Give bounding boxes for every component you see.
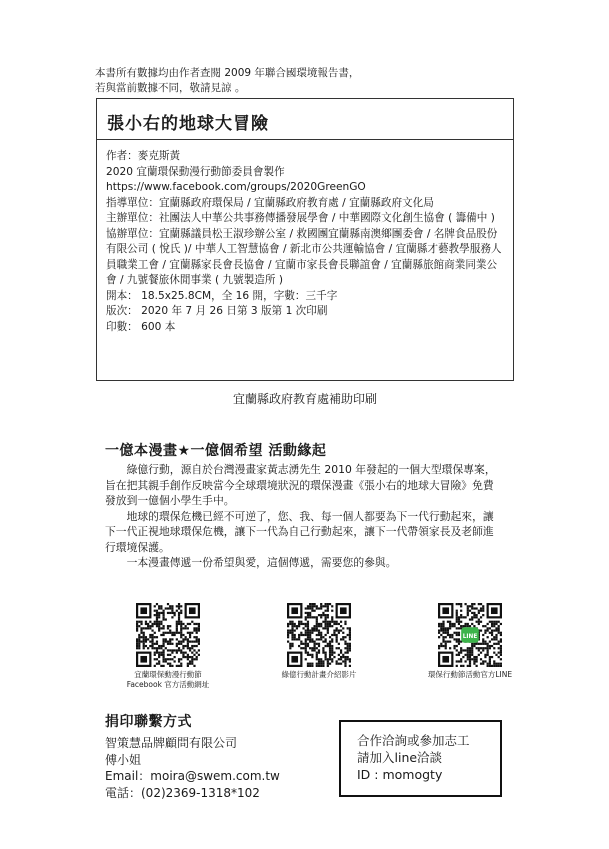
contact-person: 傅小姐 [105,752,142,767]
title-divider [97,139,513,140]
data-source-notice: 本書所有數據均由作者查閱 2009 年聯合國環境報告書， 若與當前數據不同，敬請見諒 。 [95,67,360,94]
facebook-url[interactable]: https://www.facebook.com/groups/2020GreenGO [106,181,366,193]
qr-code-icon[interactable] [287,603,351,667]
edition-line: 版次： 2020 年 7 月 26 日第 3 版第 1 次印刷 [106,305,328,317]
qr-code-line-icon[interactable] [438,603,502,667]
copyright-info-box [96,98,514,381]
qr-video[interactable] [259,603,379,680]
qr-caption: Facebook 官方活動網址 [126,680,210,689]
co-organizer-units: 協辦單位：宜蘭縣議員松王淑珍辦公室 / 救國團宜蘭縣南澳鄉團委會 / 名牌食品股份有限公司 ( 悅氏 )/ 中華人工智慧協會 / 新北市公共運輸協會 / 宜蘭縣才藝教學服務人員職業工會 / 宜蘭縣家長會長協會 / 宜蘭市家長會長聯誼會 / 宜蘭縣旅館商業同業公會 / 九號餐旅休閒事業 ( 九號製造所 ) [106,227,502,286]
event-paragraph: 一本漫畫傳遞一份希望與愛，這個傳遞，需要您的參與。 [126,556,397,569]
qr-caption: 宜蘭環保動漫行動節 [134,670,202,679]
contact-company: 智策慧品牌顧問有限公司 [105,736,238,750]
qr-caption: 環保行動節活動官方LINE [427,670,513,679]
guidance-units: 指導單位：宜蘭縣政府環保局 / 宜蘭縣政府教育處 / 宜蘭縣政府文化局 [106,196,434,209]
event-paragraph: 地球的環保危機已經不可逆了，您、我、每一個人都要為下一代行動起來，讓下一代正視地球環保危機，讓下一代為自己行動起來，讓下一代帶領家長及老師進行環境保護。 [105,509,494,554]
book-details [106,149,505,335]
contact-email[interactable]: Email：moira@swem.com.tw [105,769,280,783]
contact-heading: 捐印聯繫方式 [105,714,192,730]
event-paragraph: 綠億行動，源自於台灣漫畫家黃志湧先生 2010 年發起的一個大型環保專案，旨在把其親手創作反映當今全球環境狀況的環保漫畫《張小右的地球大冒險》免費發放到一億個小學生手中。 [105,463,496,507]
contact-phone[interactable]: 電話：(02)2369-1318*102 [105,785,260,800]
contact-details [105,735,280,801]
qr-code-icon[interactable] [136,603,200,667]
print-run-line: 印數： 600 本 [106,320,176,333]
organizer-units: 主辦單位：社團法人中華公共事務傳播發展學會 / 中華國際文化創生協會 ( 籌備中 ) [106,212,495,224]
producer-line: 2020 宜蘭環保動漫行動節委員會製作 [106,165,285,178]
cooperation-line: 請加入line洽談 [357,750,443,765]
cooperation-line: 合作洽詢或參加志工 [357,733,470,748]
event-heading: 一億本漫畫★一億個希望 活動緣起 [105,443,327,459]
qr-facebook[interactable] [108,603,228,690]
cooperation-box [339,720,502,797]
sponsor-line: 宜蘭縣政府教育處補助印刷 [232,392,377,406]
svg-text:LINE: LINE [462,633,478,640]
qr-line[interactable] [410,603,530,680]
author-line: 作者：麥克斯黃 [106,150,181,162]
qr-caption: 綠億行動計畫介紹影片 [281,670,357,679]
event-description [105,462,503,571]
book-title: 張小右的地球大冒險 [107,114,269,134]
line-id[interactable]: ID : momogty [357,767,443,782]
format-line: 開本： 18.5x25.8CM，全 16 開，字數：三千字 [106,289,338,302]
